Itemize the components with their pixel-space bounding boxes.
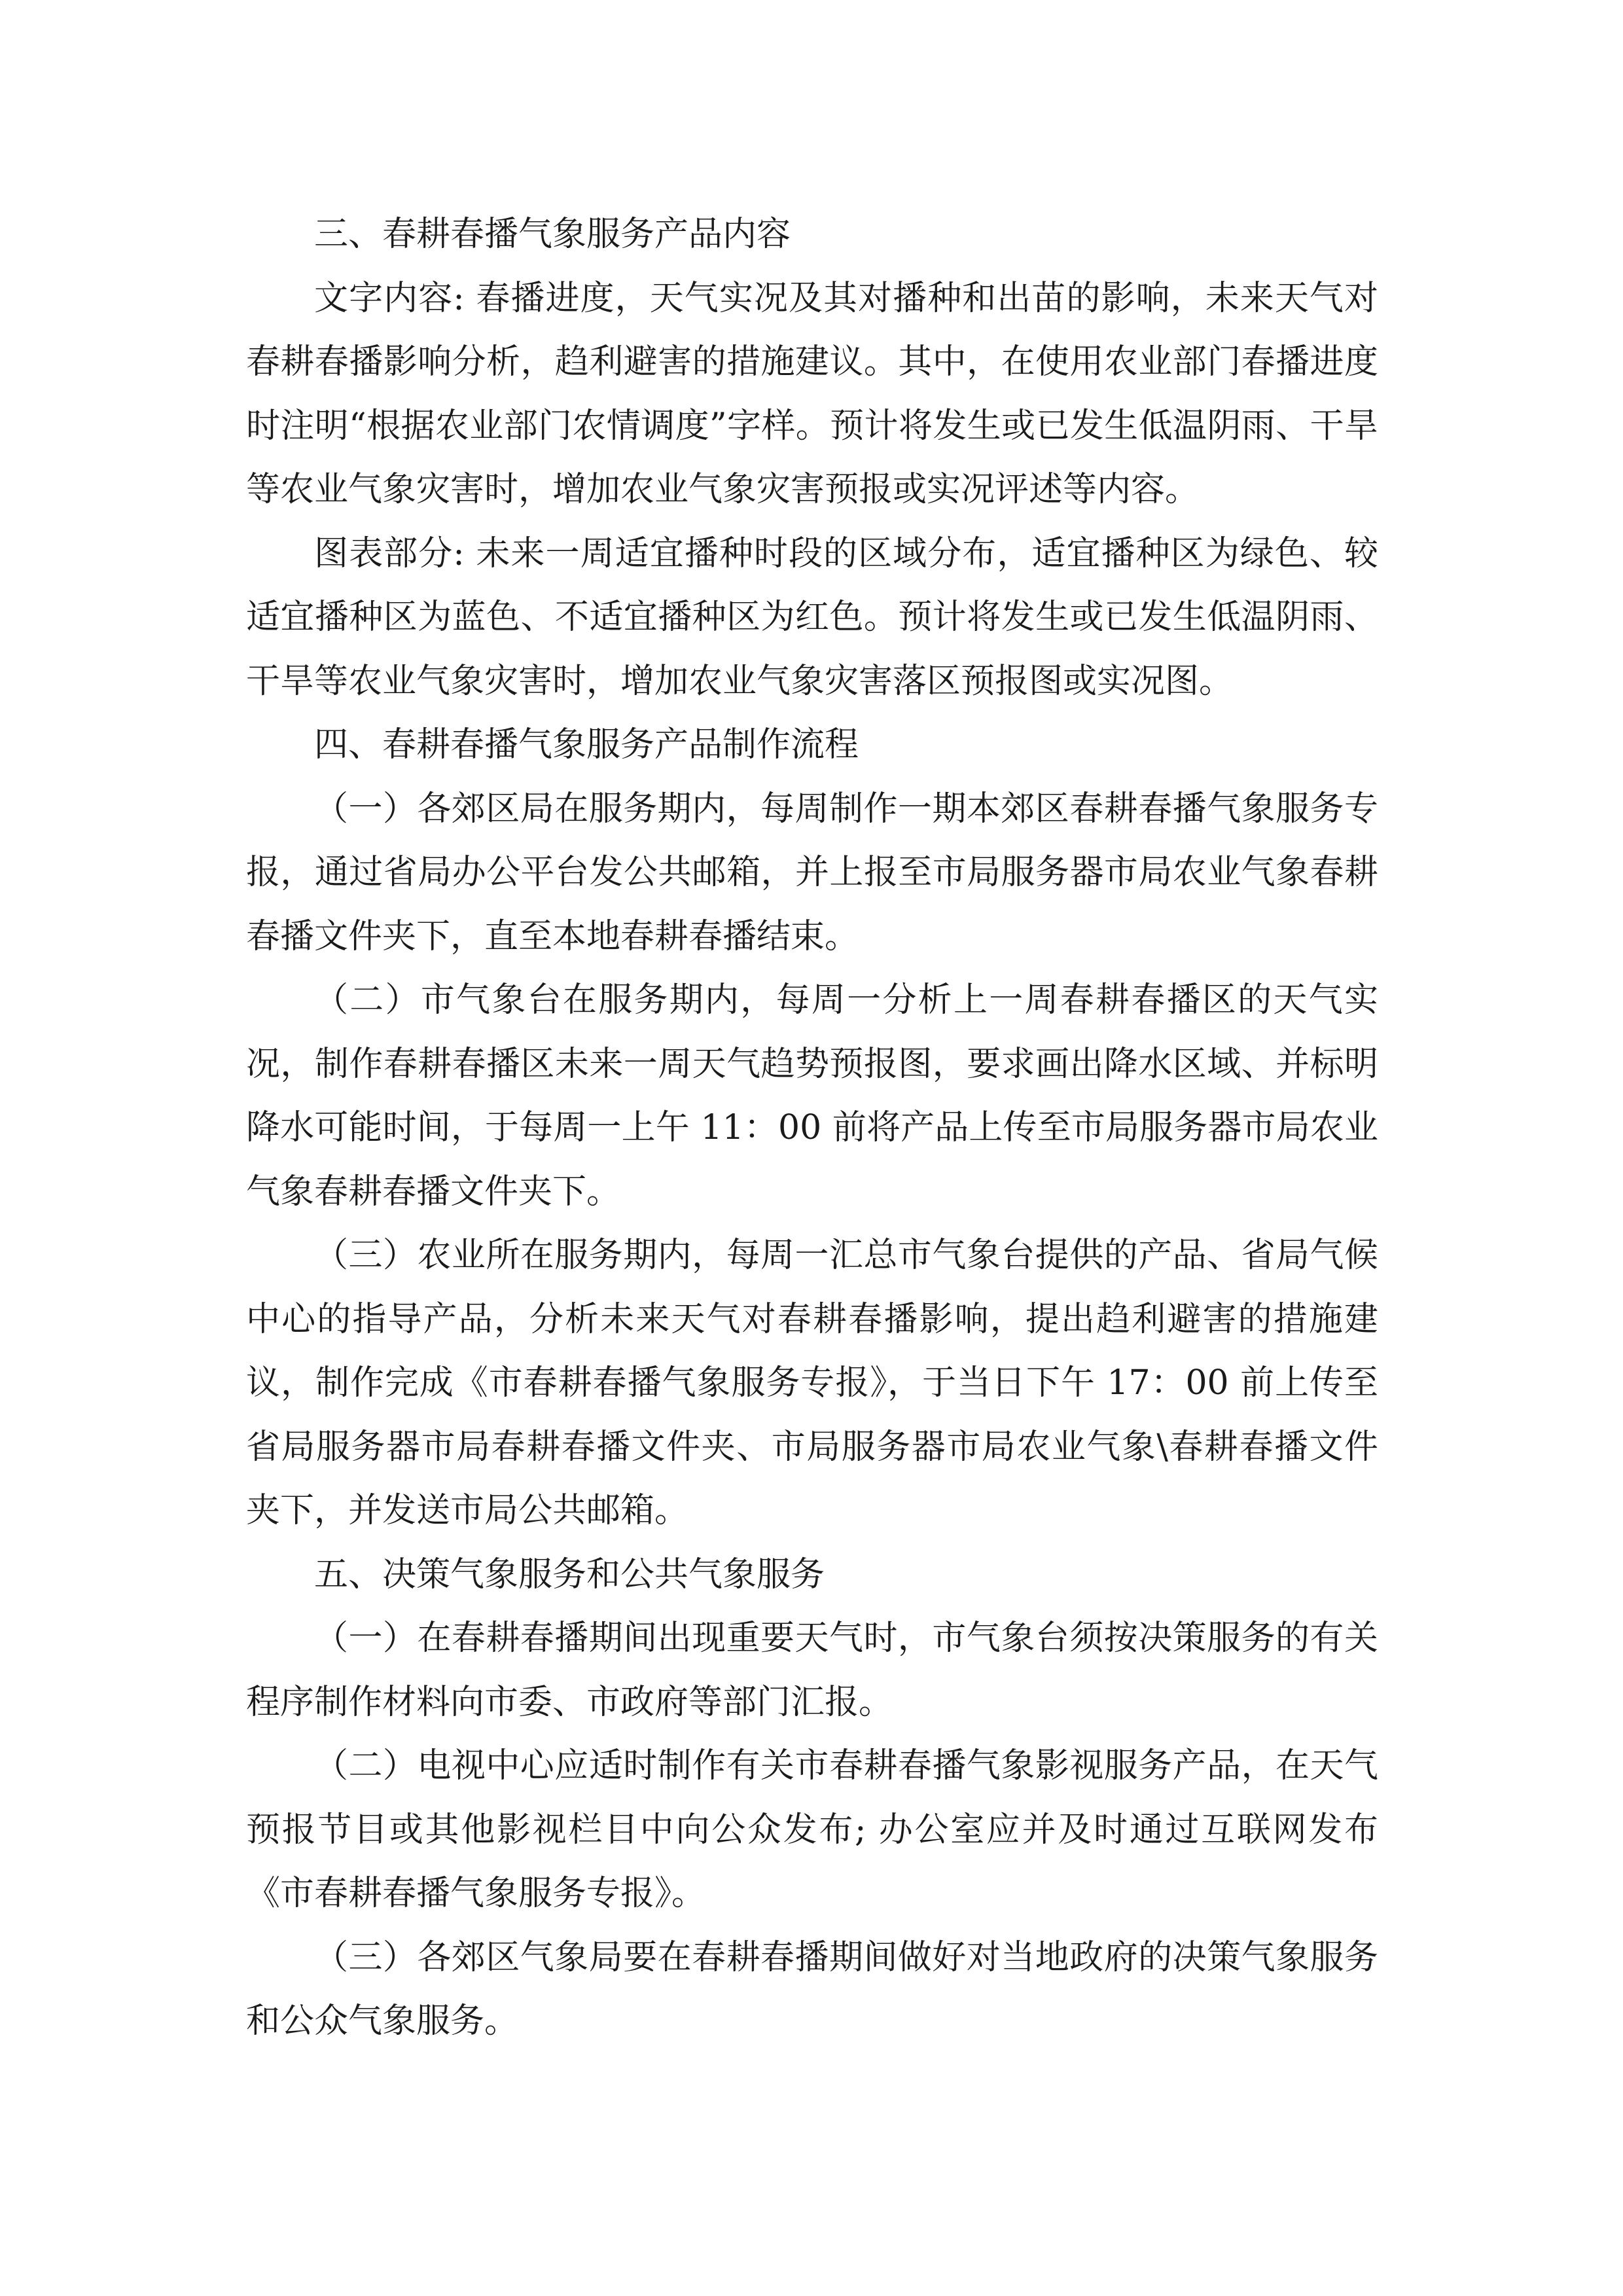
section-4-item-2: （二）市气象台在服务期内，每周一分析上一周春耕春播区的天气实况，制作春耕春播区未来一周天气趋势预报图，要求画出降水区域、并标明降水可能时间，于每周一上午 11：00 前将产品上传至市局服务器市局农业气象春耕春播文件夹下。: [246, 980, 1378, 1211]
document-body: [246, 203, 1378, 2054]
section-5-heading: 五、决策气象服务和公共气象服务: [314, 1554, 825, 1594]
section-4-heading: 四、春耕春播气象服务产品制作流程: [314, 725, 859, 764]
section-4-item-3: （三）农业所在服务期内，每周一汇总市气象台提供的产品、省局气候中心的指导产品，分析未来天气对春耕春播影响，提出趋利避害的措施建议，制作完成《市春耕春播气象服务专报》，于当日下午 17：00 前上传至省局服务器市局春耕春播文件夹、市局服务器市局农业气象\春耕春播文件夹下，并发送市局公共邮箱。: [246, 1236, 1378, 1530]
section-3-chart-part: 图表部分: 未来一周适宜播种时段的区域分布，适宜播种区为绿色、较适宜播种区为蓝色、不适宜播种区为红色。预计将发生或已发生低温阴雨、干旱等农业气象灾害时，增加农业气象灾害落区预报图或实况图。: [246, 533, 1378, 701]
section-5-item-3: （三）各郊区气象局要在春耕春播期间做好对当地政府的决策气象服务和公众气象服务。: [246, 1937, 1378, 2041]
section-4-item-1: （一）各郊区局在服务期内，每周制作一期本郊区春耕春播气象服务专报，通过省局办公平台发公共邮箱，并上报至市局服务器市局农业气象春耕春播文件夹下，直至本地春耕春播结束。: [246, 789, 1378, 956]
section-3-text-content: 文字内容: 春播进度，天气实况及其对播种和出苗的影响，未来天气对春耕春播影响分析，趋利避害的措施建议。其中，在使用农业部门春播进度时注明“根据农业部门农情调度”字样。预计将发生或已发生低温阴雨、干旱等农业气象灾害时，增加农业气象灾害预报或实况评述等内容。: [246, 278, 1378, 509]
section-5-item-2: （二）电视中心应适时制作有关市春耕春播气象影视服务产品，在天气预报节目或其他影视栏目中向公众发布; 办公室应并及时通过互联网发布《市春耕春播气象服务专报》。: [246, 1746, 1378, 1913]
section-3-heading: 三、春耕春播气象服务产品内容: [314, 215, 791, 254]
section-5-item-1: （一）在春耕春播期间出现重要天气时，市气象台须按决策服务的有关程序制作材料向市委、市政府等部门汇报。: [246, 1619, 1378, 1722]
